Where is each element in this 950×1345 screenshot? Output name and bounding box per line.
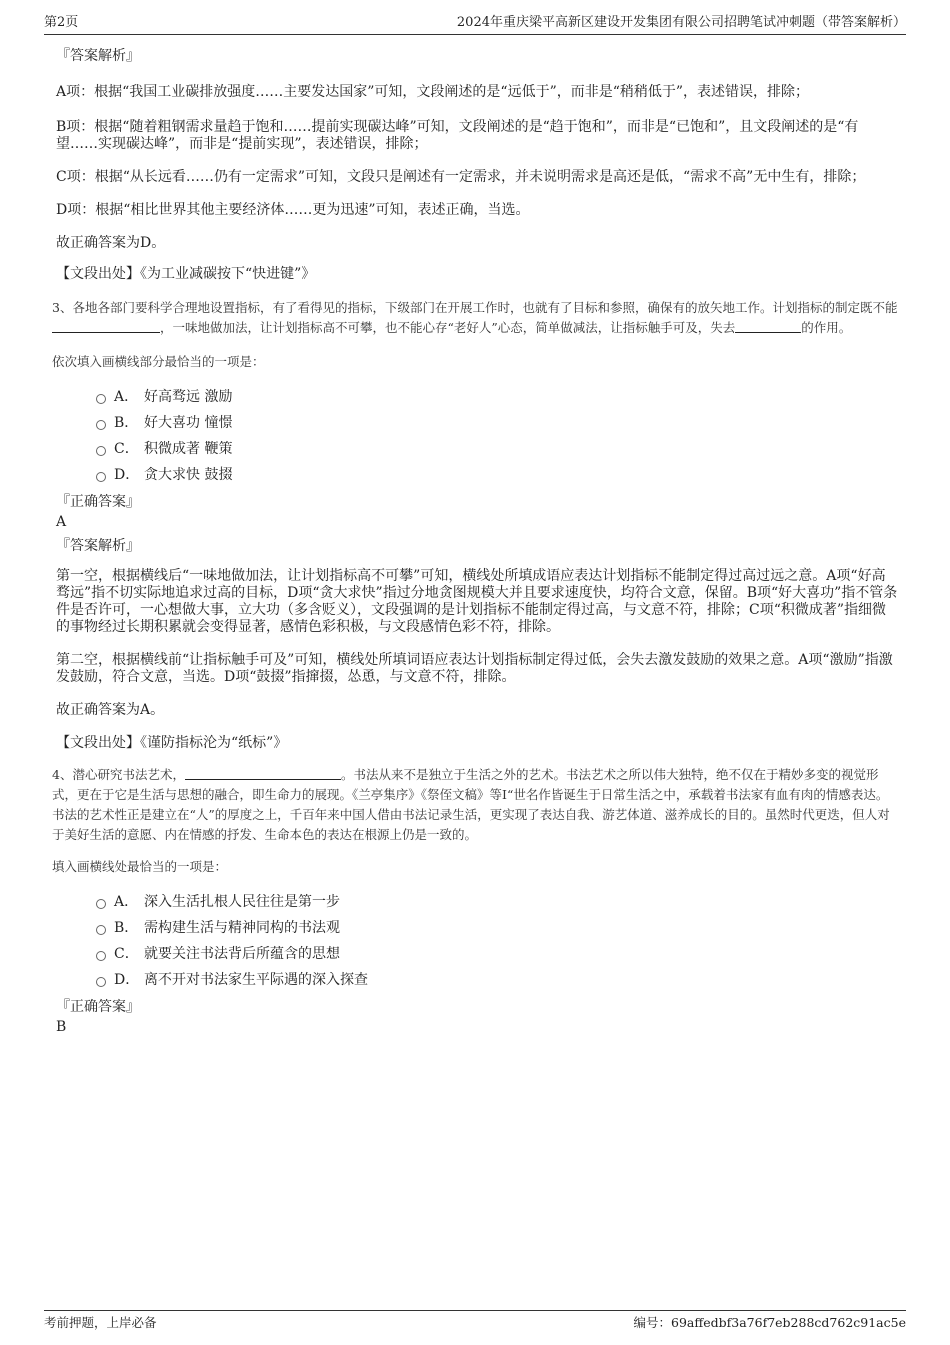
option-text: 积微成著 鞭策 [144, 441, 233, 457]
option-text: 需构建生活与精神同构的书法观 [144, 920, 340, 936]
q4-option-a[interactable] [52, 889, 898, 915]
q3-stem [52, 298, 898, 338]
option-key: D． [114, 972, 140, 988]
q4-option-b[interactable] [52, 915, 898, 941]
option-key: C． [114, 441, 139, 457]
footer-slogan: 考前押题，上岸必备 [44, 1315, 157, 1330]
q3-stem-part-1: 3、各地各部门要科学合理地设置指标，有了看得见的指标，下级部门在开展工作时，也就有了目标和参照，确保有的放矢地工作。计划指标的制定既不能 [52, 300, 898, 315]
option-text: 好高骛远 激励 [144, 389, 233, 405]
q3-option-c[interactable] [52, 436, 898, 462]
option-key: C． [114, 946, 139, 962]
q3-blank-2 [735, 319, 801, 333]
q3-source: 【文段出处】《谨防指标沦为“纸标”》 [56, 735, 288, 751]
q4-answer-label: 『正确答案』 [56, 999, 140, 1015]
q2-analysis-a: A项：根据“我国工业碳排放强度……主要发达国家”可知，文段阐述的是“远低于”，而非是“稍稍低于”，表述错误，排除； [56, 84, 810, 100]
q2-section [52, 46, 898, 284]
q2-analysis-label: 『答案解析』 [56, 48, 140, 64]
radio-icon[interactable] [96, 899, 106, 909]
q3-option-b[interactable] [52, 410, 898, 436]
option-key: D． [114, 467, 140, 483]
q3-analysis-2: 第二空，根据横线前“让指标触手可及”可知，横线处所填词语应表达计划指标制定得过低，会失去激发鼓励的效果之意。A项“激励”指激发鼓励，符合文意，当选。D项“鼓掇”指撺掇，怂恿，与文意不符，排除。 [56, 652, 893, 685]
q3-option-a[interactable] [52, 384, 898, 410]
option-key: B． [114, 920, 139, 936]
q4-stem [52, 765, 898, 845]
option-text: 就要关注书法背后所蕴含的思想 [144, 946, 340, 962]
radio-icon[interactable] [96, 472, 106, 482]
q4-options [52, 889, 898, 993]
option-text: 深入生活扎根人民往往是第一步 [144, 894, 340, 910]
document-id: 编号：69affedbf3a76f7eb288cd762c91ac5e [633, 1315, 906, 1330]
q3-options [52, 384, 898, 488]
q3-analysis-1: 第一空，根据横线后“一味地做加法，让计划指标高不可攀”可知，横线处所填成语应表达计划指标不能制定得过高过远之意。A项“好高骛远”指不切实际地追求过高的目标，D项“贪大求快”指过分地贪图规模大并且要求速度快，均符合文意，保留。B项“好大喜功”指不管条件是否许可，一心想做大事，立大功（多含贬义），文段强调的是计划指标不能制定得过高，与文意不符，排除；C项“积微成著”指细微的事物经过长期积累就会变得显著，感情色彩积极，与文段感情色彩不符，排除。 [56, 568, 898, 635]
document-title: 2024年重庆梁平高新区建设开发集团有限公司招聘笔试冲刺题（带答案解析） [456, 15, 906, 30]
q2-analysis-c: C项：根据“从长远看……仍有一定需求”可知，文段只是阐述有一定需求，并未说明需求是高还是低，“需求不高”无中生有，排除； [56, 169, 866, 185]
q3-prompt: 依次填入画横线部分最恰当的一项是： [52, 354, 265, 369]
q4-option-d[interactable] [52, 967, 898, 993]
q4-answer: B [56, 1019, 67, 1035]
q3-analysis-label: 『答案解析』 [56, 538, 140, 554]
option-text: 好大喜功 憧憬 [144, 415, 233, 431]
page-number: 第2页 [44, 15, 79, 30]
q3-conclusion: 故正确答案为A。 [56, 702, 165, 718]
q3-section [52, 298, 898, 753]
q3-answer-label: 『正确答案』 [56, 494, 140, 510]
q4-prompt: 填入画横线处最恰当的一项是： [52, 859, 228, 874]
radio-icon[interactable] [96, 977, 106, 987]
radio-icon[interactable] [96, 394, 106, 404]
option-text: 离不开对书法家生平际遇的深入探查 [144, 972, 368, 988]
q4-blank [185, 766, 341, 780]
option-text: 贪大求快 鼓掇 [144, 467, 233, 483]
q3-stem-part-3: 的作用。 [801, 320, 852, 335]
q3-blank-1 [52, 319, 160, 333]
option-key: B． [114, 415, 139, 431]
option-key: A． [114, 389, 139, 405]
q2-conclusion: 故正确答案为D。 [56, 235, 166, 251]
q2-source: 【文段出处】《为工业减碳按下“快进键”》 [56, 266, 316, 282]
radio-icon[interactable] [96, 951, 106, 961]
q4-stem-part-1: 4、潜心研究书法艺术， [52, 767, 185, 782]
option-key: A． [114, 894, 139, 910]
q4-option-c[interactable] [52, 941, 898, 967]
radio-icon[interactable] [96, 420, 106, 430]
page-footer [44, 1310, 906, 1331]
q2-analysis-b: B项：根据“随着粗钢需求量趋于饱和……提前实现碳达峰”可知，文段阐述的是“趋于饱和”，而非是“已饱和”，且文段阐述的是“有望……实现碳达峰”，而非是“提前实现”，表述错误，排除； [56, 119, 859, 152]
q3-stem-part-2: ，一味地做加法，让计划指标高不可攀，也不能心存“老好人”心态，简单做减法，让指标触手可及，失去 [160, 320, 736, 335]
radio-icon[interactable] [96, 446, 106, 456]
q3-option-d[interactable] [52, 462, 898, 488]
q4-section [52, 765, 898, 1037]
q3-answer: A [56, 514, 67, 530]
page-header [44, 14, 906, 35]
document-body [52, 46, 898, 1037]
q2-analysis-d: D项：根据“相比世界其他主要经济体……更为迅速”可知，表述正确，当选。 [56, 202, 530, 218]
q4-stem-part-2: 。书法从来不是独立于生活之外的艺术。书法艺术之所以伟大独特，绝不仅在于精妙多变的视觉形式，更在于它是生活与思想的融合，即生命力的展现。《兰亭集序》《祭侄文稿》等I“世名作皆诞生于日常生活之中，承载着书法家有血有肉的情感表达。书法的艺术性正是建立在“人”的厚度之上，千百年来中国人借由书法记录生活，更实现了表达自我、游艺体道、滋养成长的目的。虽然时代更迭，但人对于美好生活的意愿、内在情感的抒发、生命本色的表达在根源上仍是一致的。 [52, 767, 890, 842]
radio-icon[interactable] [96, 925, 106, 935]
